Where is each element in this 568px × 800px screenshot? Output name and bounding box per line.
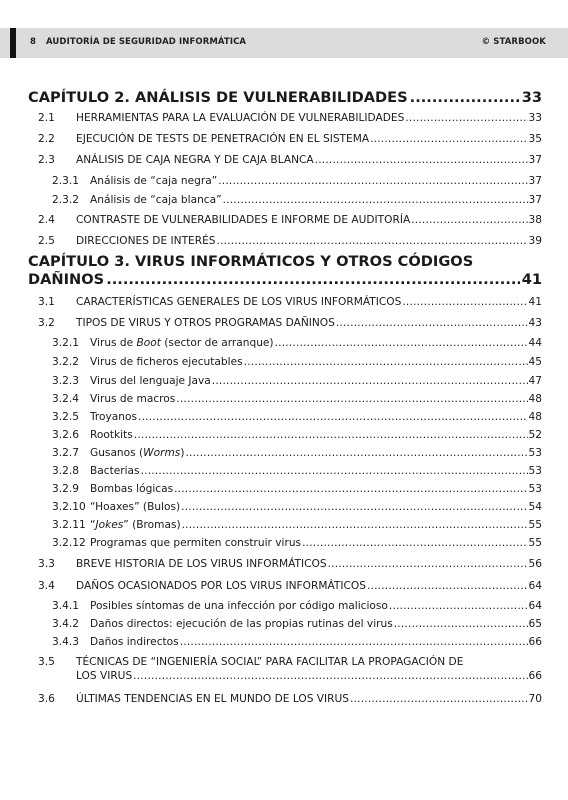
leader-dots [328,558,528,571]
entry-page: 39 [528,235,542,247]
entry-page: 44 [528,337,542,349]
entry-label-line2: LOS VIRUS [76,670,133,682]
entry-page: 41 [528,296,542,308]
toc-subentry [52,194,542,207]
toc-entry [38,133,542,146]
entry-number: 3.2.8 [52,465,79,477]
entry-label: Troyanos [90,411,137,423]
entry-number: 2.2 [38,133,55,145]
leader-dots [174,483,527,496]
entry-page: 56 [528,558,542,570]
entry-page: 33 [528,112,542,124]
entry-number: 2.3.2 [52,194,79,206]
entry-label: ÚLTIMAS TENDENCIAS EN EL MUNDO DE LOS VIRUS [76,693,350,705]
entry-number: 3.2.11 [52,519,86,531]
toc-entry [38,154,542,167]
entry-label: ANÁLISIS DE CAJA NEGRA Y DE CAJA BLANCA [76,154,314,166]
chapter-page: 33 [521,89,542,106]
leader-dots [182,519,528,532]
leader-dots [275,337,528,350]
leader-dots [244,356,528,369]
entry-label: “Jokes” (Bromas) [90,519,181,531]
entry-number: 3.4.2 [52,618,79,630]
entry-number: 3.4.1 [52,600,79,612]
toc-entry [38,558,542,571]
entry-number: 3.2.5 [52,411,79,423]
entry-page: 55 [528,519,542,531]
leader-dots [176,393,527,406]
entry-number: 3.6 [38,693,55,705]
leader-dots [218,175,527,188]
entry-page: 48 [528,411,542,423]
entry-label: Virus del lenguaje Java [90,375,211,387]
toc-subentry [52,429,542,442]
leader-dots [402,296,527,309]
entry-label: Análisis de “caja negra” [90,175,218,187]
toc-entry [38,296,542,309]
toc-subentry [52,175,542,188]
leader-dots [389,600,528,613]
entry-number: 2.1 [38,112,55,124]
entry-number: 3.2.3 [52,375,79,387]
leader-dots [138,411,528,424]
entry-label: EJECUCIÓN DE TESTS DE PENETRACIÓN EN EL SISTEMA [76,133,370,145]
entry-number: 3.5 [38,656,55,668]
toc-subentry [52,618,542,631]
toc-subentry [52,337,542,350]
toc-entry [38,693,542,706]
entry-label: CARACTERÍSTICAS GENERALES DE LOS VIRUS INFORMÁTICOS [76,296,402,308]
entry-page: 65 [528,618,542,630]
book-title: AUDITORÍA DE SEGURIDAD INFORMÁTICA [46,37,247,47]
entry-number: 3.2.10 [52,501,86,513]
entry-label: Virus de Boot (sector de arranque) [90,337,274,349]
entry-number: 3.2.1 [52,337,79,349]
toc-subentry [52,483,542,496]
entry-number: 3.2 [38,317,55,329]
leader-dots [217,235,528,248]
entry-number: 3.2.9 [52,483,79,495]
page-number: 8 [30,37,37,47]
entry-page: 37 [528,194,542,206]
leader-dots [302,537,527,550]
entry-page: 53 [528,483,542,495]
entry-number: 3.2.7 [52,447,79,459]
leader-dots [133,670,527,683]
toc-subentry [52,519,542,532]
entry-page: 37 [528,154,542,166]
toc-entry-continuation [76,670,542,683]
entry-label: Daños indirectos [90,636,179,648]
chapter-3-heading [28,253,542,289]
chapter-2-heading [28,89,542,107]
entry-number: 3.4.3 [52,636,79,648]
entry-page: 48 [528,393,542,405]
entry-number: 2.3 [38,154,55,166]
chapter-title: CAPÍTULO 2. ANÁLISIS DE VULNERABILIDADES [28,89,408,106]
toc-subentry [52,411,542,424]
leader-dots [134,429,528,442]
entry-page: 55 [528,537,542,549]
toc-entry [38,580,542,593]
entry-label: DIRECCIONES DE INTERÉS [76,235,216,247]
entry-number: 3.2.4 [52,393,79,405]
entry-label: DAÑOS OCASIONADOS POR LOS VIRUS INFORMÁTICOS [76,580,366,592]
leader-dots [212,375,528,388]
entry-number: 3.2.12 [52,537,86,549]
leader-dots [141,465,528,478]
toc-subentry [52,465,542,478]
leader-dots [394,618,528,631]
entry-page: 47 [528,375,542,387]
entry-label: TIPOS DE VIRUS Y OTROS PROGRAMAS DAÑINOS [76,317,335,329]
toc-subentry [52,375,542,388]
entry-label: CONTRASTE DE VULNERABILIDADES E INFORME DE AUDITORÍA [76,214,411,226]
toc-subentry [52,537,542,550]
entry-label: Daños directos: ejecución de las propias rutinas del virus [90,618,393,630]
entry-page: 37 [528,175,542,187]
entry-page: 64 [528,600,542,612]
entry-page: 70 [528,693,542,705]
entry-number: 3.2.6 [52,429,79,441]
entry-number: 2.5 [38,235,55,247]
leader-dots [370,133,527,146]
chapter-title-line2: DAÑINOS [28,271,105,288]
toc-entry [38,656,542,669]
toc-subentry [52,356,542,369]
entry-page: 38 [528,214,542,226]
leader-dots [411,214,527,227]
entry-page: 53 [528,465,542,477]
leader-dots [185,447,527,460]
entry-page: 66 [528,636,542,648]
entry-page: 66 [528,670,542,682]
toc-subentry [52,501,542,514]
leader-dots [367,580,528,593]
entry-number: 2.3.1 [52,175,79,187]
toc-entry [38,214,542,227]
entry-page: 52 [528,429,542,441]
entry-label: Virus de ficheros ejecutables [90,356,243,368]
toc-entry [38,235,542,248]
leader-dots [336,317,528,330]
entry-label: Bacterias [90,465,140,477]
toc-subentry [52,447,542,460]
entry-label: BREVE HISTORIA DE LOS VIRUS INFORMÁTICOS [76,558,327,570]
entry-number: 3.3 [38,558,55,570]
entry-page: 64 [528,580,542,592]
chapter-page: 41 [521,271,542,288]
toc-entry [38,112,542,125]
leader-dots [180,636,528,649]
entry-page: 53 [528,447,542,459]
entry-number: 2.4 [38,214,55,226]
leader-dots [405,112,527,125]
header-accent-bar [10,28,16,58]
toc-entry [38,317,542,330]
entry-label: “Hoaxes” (Bulos) [90,501,181,513]
entry-label: Análisis de “caja blanca” [90,194,222,206]
entry-number: 3.1 [38,296,55,308]
toc-subentry [52,636,542,649]
entry-label: Rootkits [90,429,133,441]
leader-dots [350,693,528,706]
leader-dots [223,194,528,207]
leader-dots [315,154,528,167]
chapter-title-line1: CAPÍTULO 3. VIRUS INFORMÁTICOS Y OTROS CÓDIGOS [28,253,474,270]
entry-label: Gusanos (Worms) [90,447,185,459]
entry-page: 35 [528,133,542,145]
entry-label: Bombas lógicas [90,483,174,495]
entry-label: Posibles síntomas de una infección por código malicioso [90,600,388,612]
entry-page: 45 [528,356,542,368]
entry-number: 3.2.2 [52,356,79,368]
leader-dots [106,271,520,289]
toc-subentry [52,393,542,406]
publisher: © STARBOOK [481,37,546,47]
entry-label: Virus de macros [90,393,176,405]
entry-label: HERRAMIENTAS PARA LA EVALUACIÓN DE VULNERABILIDADES [76,112,405,124]
toc-subentry [52,600,542,613]
entry-page: 43 [528,317,542,329]
entry-page: 54 [528,501,542,513]
leader-dots [410,89,520,107]
entry-label-line1: TÉCNICAS DE “INGENIERÍA SOCIAL” PARA FACILITAR LA PROPAGACIÓN DE [76,656,464,668]
running-header [0,28,568,58]
entry-label: Programas que permiten construir virus [90,537,302,549]
leader-dots [181,501,527,514]
entry-number: 3.4 [38,580,55,592]
